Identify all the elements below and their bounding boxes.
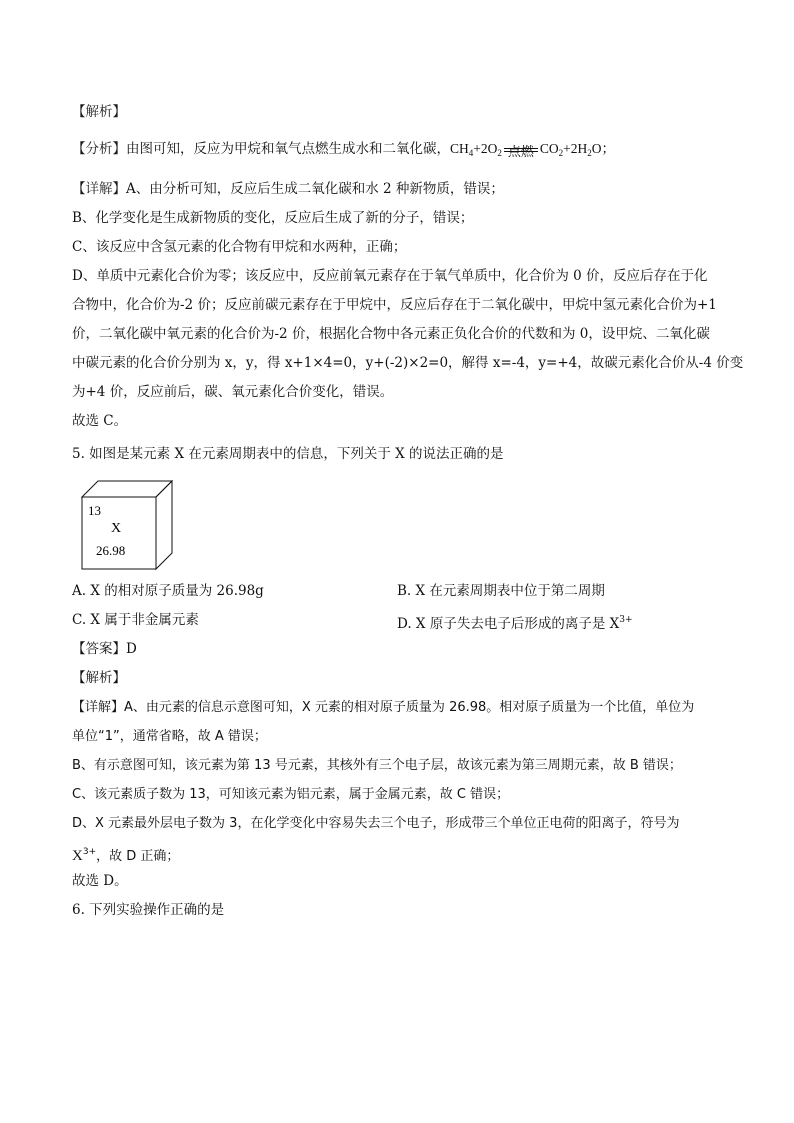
combustion-equation: $CH_4+2O_2$ 点燃 $CO_2+2H_2O$ bbox=[450, 141, 602, 160]
atomic-number: 13 bbox=[88, 503, 101, 518]
reaction-arrow: 点燃 bbox=[504, 148, 538, 152]
q5-detail-3: B、有示意图可知，该元素为第 13 号元素，其核外有三个电子层，故该元素为第三周期元素，故 B 错误； bbox=[72, 758, 682, 773]
q5-detail-6: $X^{3+}$，故 D 正确； bbox=[72, 847, 180, 864]
option-d[interactable]: D. X 原子失去电子后形成的离子是 $X^{3+}$ bbox=[397, 615, 633, 632]
q5-choose: 故选 D。 bbox=[72, 873, 128, 889]
prev-detail-d2: 合物中，化合价为-2 价；反应前碳元素存在于甲烷中，反应后存在于二氧化碳中，甲烷中氢元素化合价为+1 bbox=[72, 297, 717, 313]
prev-fenxi: 【分析】由图可知，反应为甲烷和氧气点燃生成水和二氧化碳，$CH_4+2O_2$ 点燃 $CO_2+2H_2O$； bbox=[72, 141, 616, 160]
options-row-1 bbox=[72, 577, 724, 606]
atomic-mass: 26.98 bbox=[96, 543, 126, 558]
element-cube bbox=[76, 475, 176, 571]
q5-answer: 【答案】D bbox=[72, 641, 137, 657]
option-a[interactable]: A. X 的相对原子质量为 26.98g bbox=[72, 583, 264, 599]
prev-detail-a: 【详解】A、由分析可知，反应后生成二氧化碳和水 2 种新物质，错误； bbox=[72, 181, 504, 197]
q5-detail-2: 单位“1”，通常省略，故 A 错误； bbox=[72, 729, 267, 744]
option-b[interactable]: B. X 在元素周期表中位于第二周期 bbox=[397, 583, 605, 599]
q6-stem: 6. 下列实验操作正确的是 bbox=[72, 902, 225, 918]
prev-detail-d4: 中碳元素的化合价分别为 x，y，得 x+1×4=0，y+(-2)×2=0，解得 x=-4，y=+4，故碳元素化合价从-4 价变 bbox=[72, 355, 744, 371]
prev-detail-d5: 为+4 价，反应前后，碳、氧元素化合价变化，错误。 bbox=[72, 384, 394, 400]
page bbox=[72, 98, 744, 925]
prev-choose: 故选 C。 bbox=[72, 413, 128, 429]
q5-detail-5: D、X 元素最外层电子数为 3，在化学变化中容易失去三个电子，形成带三个单位正电荷的阳离子，符号为 bbox=[72, 816, 680, 831]
q5-detail-4: C、该元素质子数为 13，可知该元素为铝元素，属于金属元素，故 C 错误； bbox=[72, 787, 510, 802]
q5-stem: 5. 如图是某元素 X 在元素周期表中的信息，下列关于 X 的说法正确的是 bbox=[72, 446, 504, 462]
prev-detail-b: B、化学变化是生成新物质的变化，反应后生成了新的分子，错误； bbox=[72, 210, 474, 226]
prev-jiexi: 【解析】 bbox=[72, 104, 126, 120]
options-row-2 bbox=[72, 606, 724, 635]
q5-detail-1: 【详解】A、由元素的信息示意图可知，X 元素的相对原子质量为 26.98。相对原子质量为一个比值，单位为 bbox=[72, 700, 695, 715]
option-c[interactable]: C. X 属于非金属元素 bbox=[72, 612, 199, 628]
element-cell-figure bbox=[76, 475, 724, 571]
q5-jiexi: 【解析】 bbox=[72, 670, 126, 686]
prev-detail-d1: D、单质中元素化合价为零；该反应中，反应前氧元素存在于氧气单质中，化合价为 0 价，反应后存在于化 bbox=[72, 268, 708, 284]
prev-detail-c: C、该反应中含氢元素的化合物有甲烷和水两种，正确； bbox=[72, 239, 407, 255]
element-symbol: X bbox=[111, 521, 122, 536]
prev-detail-d3: 价，二氧化碳中氧元素的化合价为-2 价，根据化合物中各元素正负化合价的代数和为 0，设甲烷、二氧化碳 bbox=[72, 326, 710, 342]
